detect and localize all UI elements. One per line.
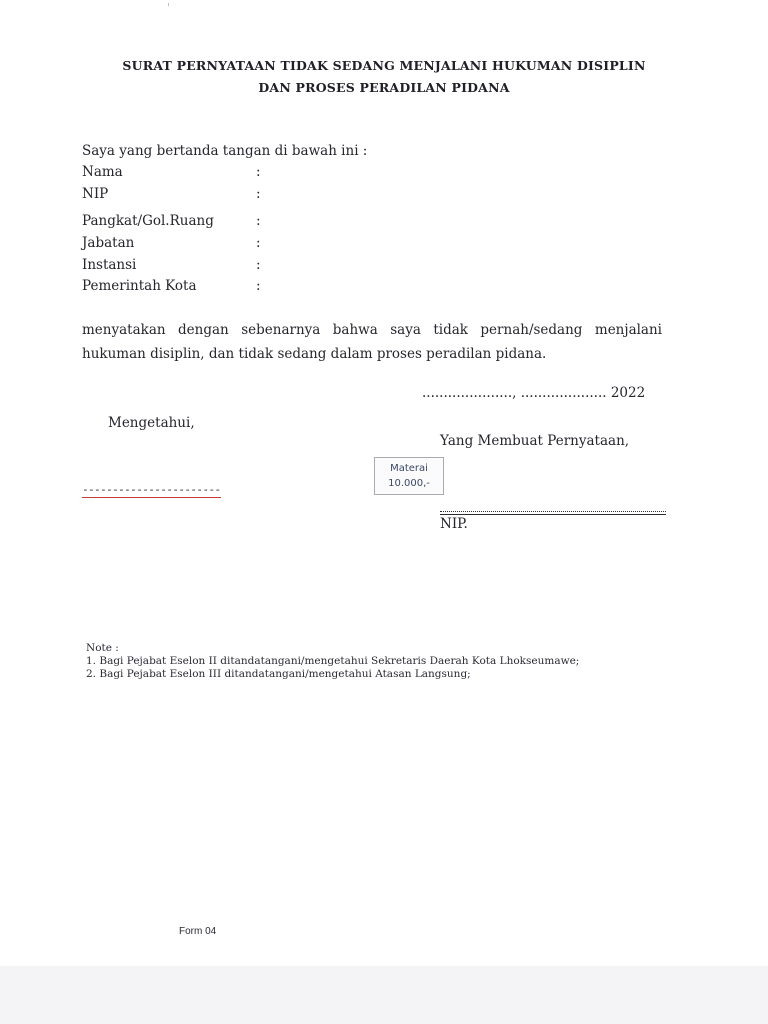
field-label-nip: NIP bbox=[82, 186, 109, 202]
intro-text: Saya yang bertanda tangan di bawah ini : bbox=[82, 143, 368, 159]
form-code: Form 04 bbox=[179, 926, 217, 937]
note-item-1: 1. Bagi Pejabat Eselon II ditandatangani/mengetahui Sekretaris Daerah Kota Lhokseumawe; bbox=[86, 655, 580, 667]
declarant-signature-dotted-line bbox=[440, 511, 666, 512]
field-colon-pemerintah-kota: : bbox=[256, 278, 261, 294]
field-colon-pangkat: : bbox=[256, 213, 261, 229]
acknowledger-red-underline bbox=[82, 497, 221, 498]
document-title-line-1: SURAT PERNYATAAN TIDAK SEDANG MENJALANI HUKUMAN DISIPLIN bbox=[122, 58, 646, 73]
field-colon-instansi: : bbox=[256, 257, 261, 273]
note-item-2: 2. Bagi Pejabat Eselon III ditandatangani/mengetahui Atasan Langsung; bbox=[86, 668, 471, 680]
place-date-line: ....................., .................... 2022 bbox=[422, 385, 646, 401]
field-colon-jabatan: : bbox=[256, 235, 261, 251]
stamp-duty-amount: 10.000,- bbox=[388, 478, 430, 489]
acknowledged-label: Mengetahui, bbox=[108, 415, 195, 431]
declarant-signature-line bbox=[440, 514, 666, 515]
document-title-line-2: DAN PROSES PERADILAN PIDANA bbox=[258, 80, 510, 95]
stamp-duty-label: Materai bbox=[390, 463, 428, 474]
statement-line-1: menyatakan dengan sebenarnya bahwa saya tidak pernah/sedang menjalani bbox=[82, 322, 662, 338]
stamp-duty-box bbox=[374, 457, 444, 495]
nip-label: NIP. bbox=[440, 516, 468, 532]
declarant-label: Yang Membuat Pernyataan, bbox=[440, 433, 630, 449]
acknowledger-signature-blank: ----------------------- bbox=[82, 483, 221, 496]
field-label-jabatan: Jabatan bbox=[82, 235, 135, 251]
field-label-nama: Nama bbox=[82, 164, 123, 180]
notes-heading: Note : bbox=[86, 642, 119, 654]
field-colon-nip: : bbox=[256, 186, 261, 202]
field-label-instansi: Instansi bbox=[82, 257, 137, 273]
field-label-pemerintah-kota: Pemerintah Kota bbox=[82, 278, 197, 294]
field-label-pangkat: Pangkat/Gol.Ruang bbox=[82, 213, 214, 229]
scan-speck bbox=[168, 3, 169, 6]
statement-line-2: hukuman disiplin, dan tidak sedang dalam proses peradilan pidana. bbox=[82, 346, 547, 362]
field-colon-nama: : bbox=[256, 164, 261, 180]
